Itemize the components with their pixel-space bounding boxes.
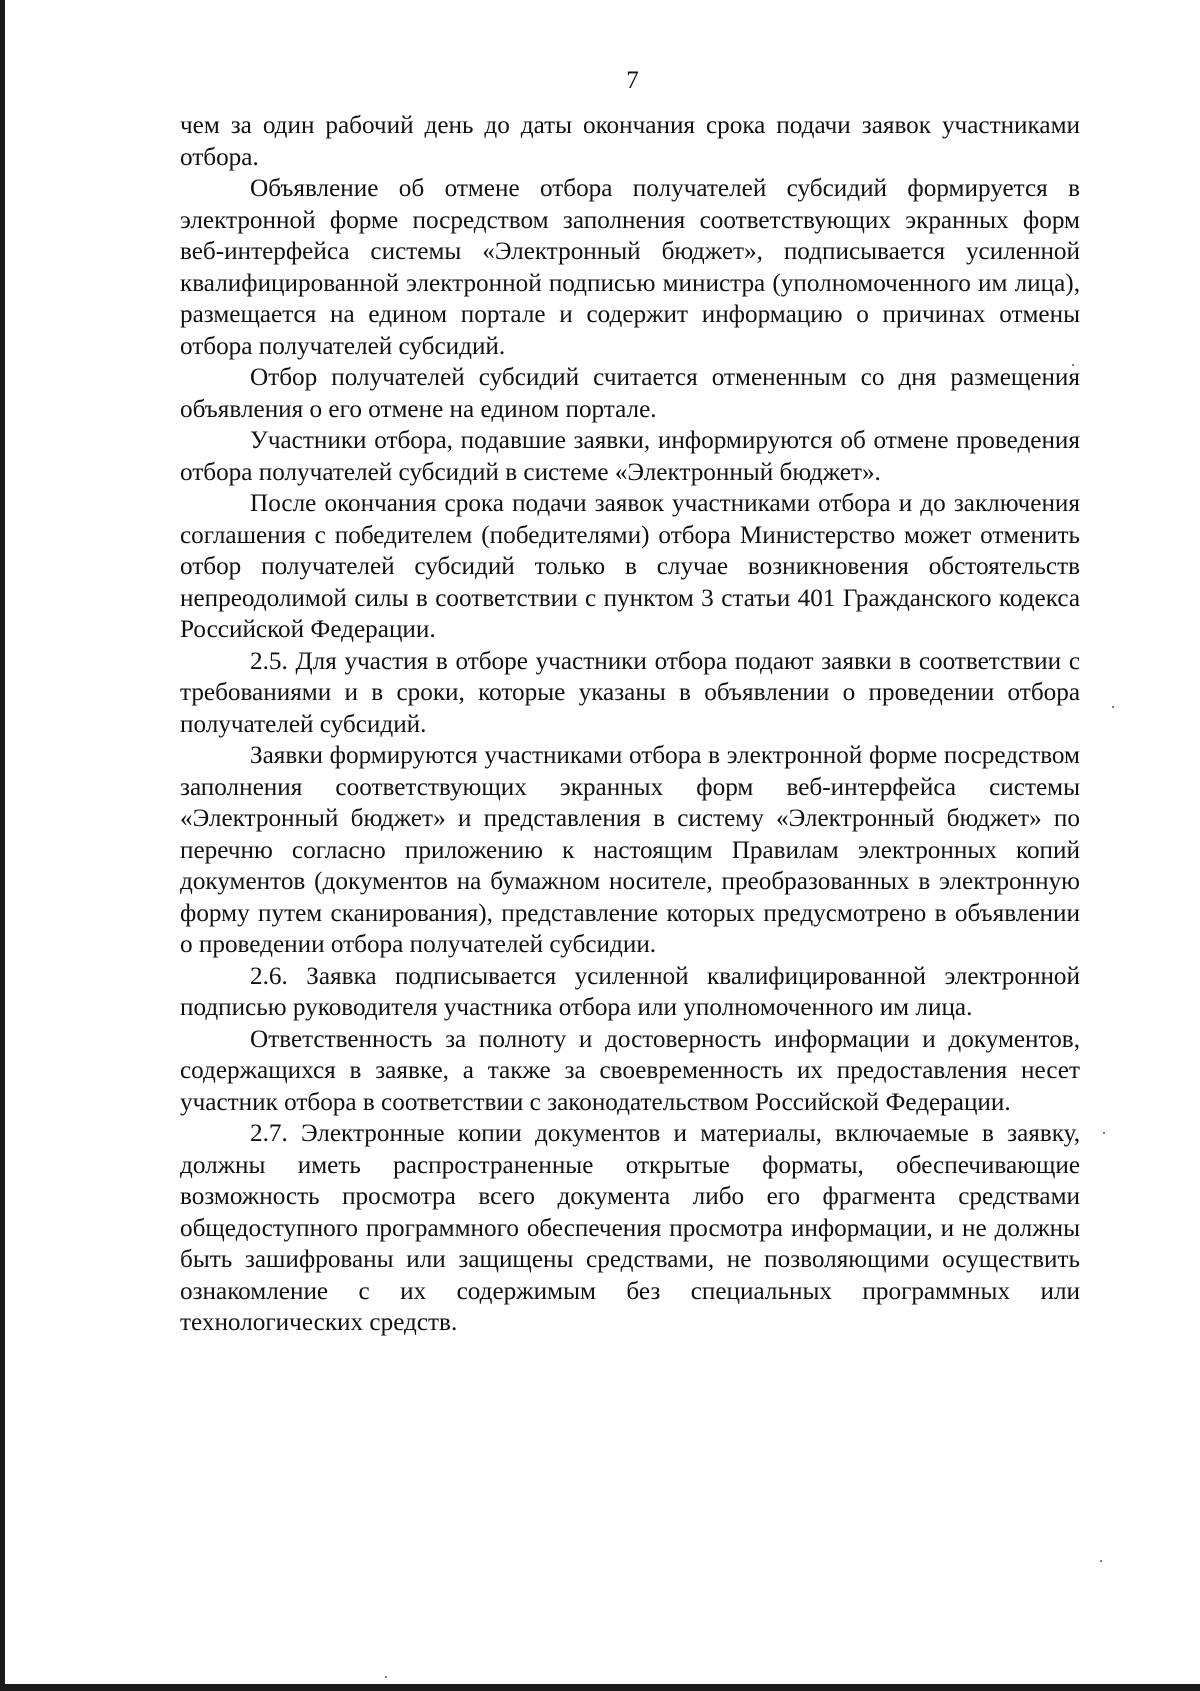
scan-border-bottom bbox=[0, 1684, 1200, 1691]
paragraph-section-2-7: 2.7. Электронные копии документов и материалы, включаемые в заявку, должны иметь распространенные открытые форматы, обеспечивающие возможность просмотра всего документа либо его фрагмента средствами общедоступного программного обеспечения просмотра информации, и не должны быть зашифрованы или защищены средствами, не позволяющими осуществить ознакомление с их содержимым без специальных программных или технологических средств. bbox=[180, 1120, 1080, 1336]
page-number: 7 bbox=[626, 67, 639, 94]
paragraph: Участники отбора, подавшие заявки, информируются об отмене проведения отбора получателей субсидий в системе «Электронный бюджет». bbox=[180, 427, 1080, 486]
scan-speck bbox=[1112, 706, 1114, 708]
scan-speck bbox=[1103, 1132, 1105, 1134]
paragraph: Объявление об отмене отбора получателей субсидий формируется в электронной форме посредством заполнения соответствующих экранных форм веб-интерфейса системы «Электронный бюджет», подписывается усиленной квалифицированной электронной подписью министра (уполномоченного им лица), размещается на едином портале и содержит информацию о причинах отмены отбора получателей субсидий. bbox=[180, 175, 1080, 360]
paragraph-section-2-6: 2.6. Заявка подписывается усиленной квалифицированной электронной подписью руководителя участника отбора или уполномоченного им лица. bbox=[180, 962, 1080, 1021]
paragraph: Ответственность за полноту и достоверность информации и документов, содержащихся в заявке, а также за своевременность их предоставления несет участник отбора в соответствии с законодательством Российской Федерации. bbox=[180, 1025, 1080, 1116]
document-body bbox=[180, 110, 1080, 1339]
paragraph-continuation: чем за один рабочий день до даты окончания срока подачи заявок участниками отбора. bbox=[180, 112, 1080, 171]
scan-border-left bbox=[0, 0, 5, 1691]
paragraph: Заявки формируются участниками отбора в электронной форме посредством заполнения соответствующих экранных форм веб-интерфейса системы «Электронный бюджет» и представления в систему «Электронный бюджет» по перечню согласно приложению к настоящим Правилам электронных копий документов (документов на бумажном носителе, преобразованных в электронную форму путем сканирования), представление которых предусмотрено в объявлении о проведении отбора получателей субсидии. bbox=[180, 742, 1080, 958]
paragraph: После окончания срока подачи заявок участниками отбора и до заключения соглашения с победителем (победителями) отбора Министерство может отменить отбор получателей субсидий только в случае возникновения обстоятельств непреодолимой силы в соответствии с пунктом 3 статьи 401 Гражданского кодекса Российской Федерации. bbox=[180, 490, 1080, 643]
paragraph: Отбор получателей субсидий считается отмененным со дня размещения объявления о его отмене на едином портале. bbox=[180, 364, 1080, 423]
paragraph-section-2-5: 2.5. Для участия в отборе участники отбора подают заявки в соответствии с требованиями и в сроки, которые указаны в объявлении о проведении отбора получателей субсидий. bbox=[180, 647, 1080, 738]
scan-speck bbox=[1100, 1560, 1102, 1562]
scan-speck bbox=[385, 1676, 387, 1678]
